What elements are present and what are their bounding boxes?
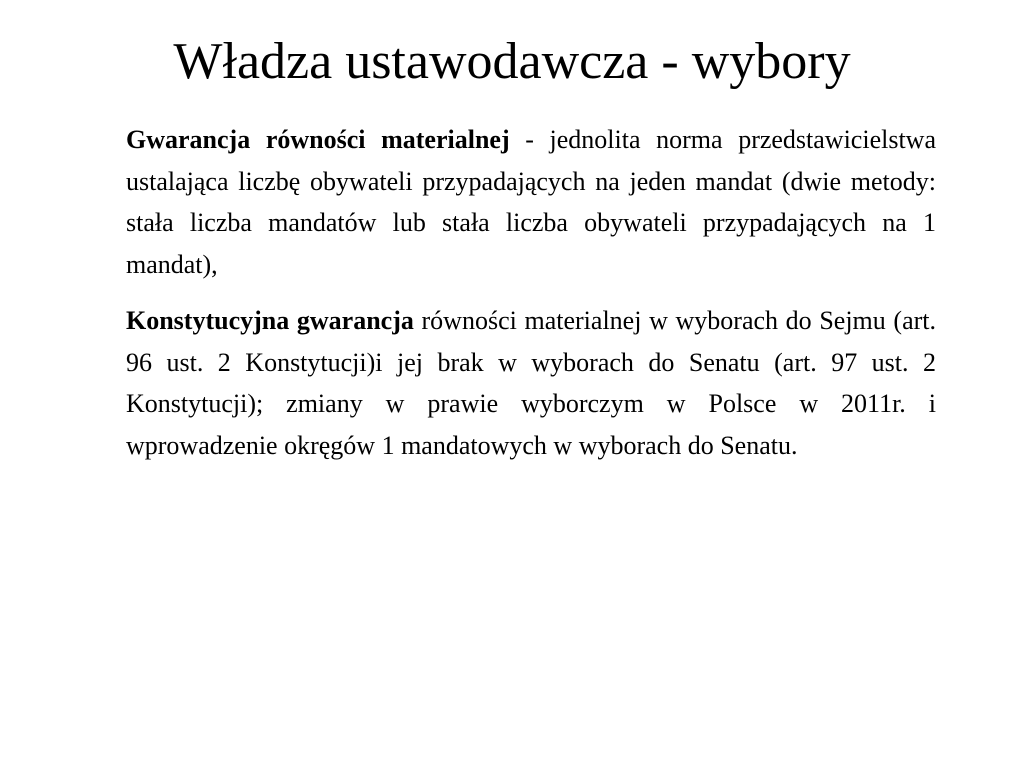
paragraph-lead: Gwarancja równości materialnej <box>126 125 510 154</box>
paragraph-text: równości materialnej w wyborach do Sejmu (art. 96 ust. 2 Konstytucji)i jej brak w wyborach do Senatu (art. 97 ust. 2 Konstytucji); zmiany w prawie wyborczym w Polsce w 2011r. i wprowadzenie okręgów 1 mandatowych w wyborach do Senatu. <box>126 306 936 460</box>
slide-title: Władza ustawodawcza - wybory <box>173 33 851 90</box>
paragraph-text: - jednolita norma przedstawicielstwa ustalająca liczbę obywateli przypadających na jeden mandat (dwie metody: stała liczba mandatów lub stała liczba obywateli przypadających na 1 mandat), <box>126 125 936 279</box>
slide-body <box>126 119 936 481</box>
paragraph-lead: Konstytucyjna gwarancja <box>126 306 414 335</box>
paragraph-material-equality <box>126 119 936 285</box>
paragraph-constitutional-guarantee <box>126 300 936 466</box>
